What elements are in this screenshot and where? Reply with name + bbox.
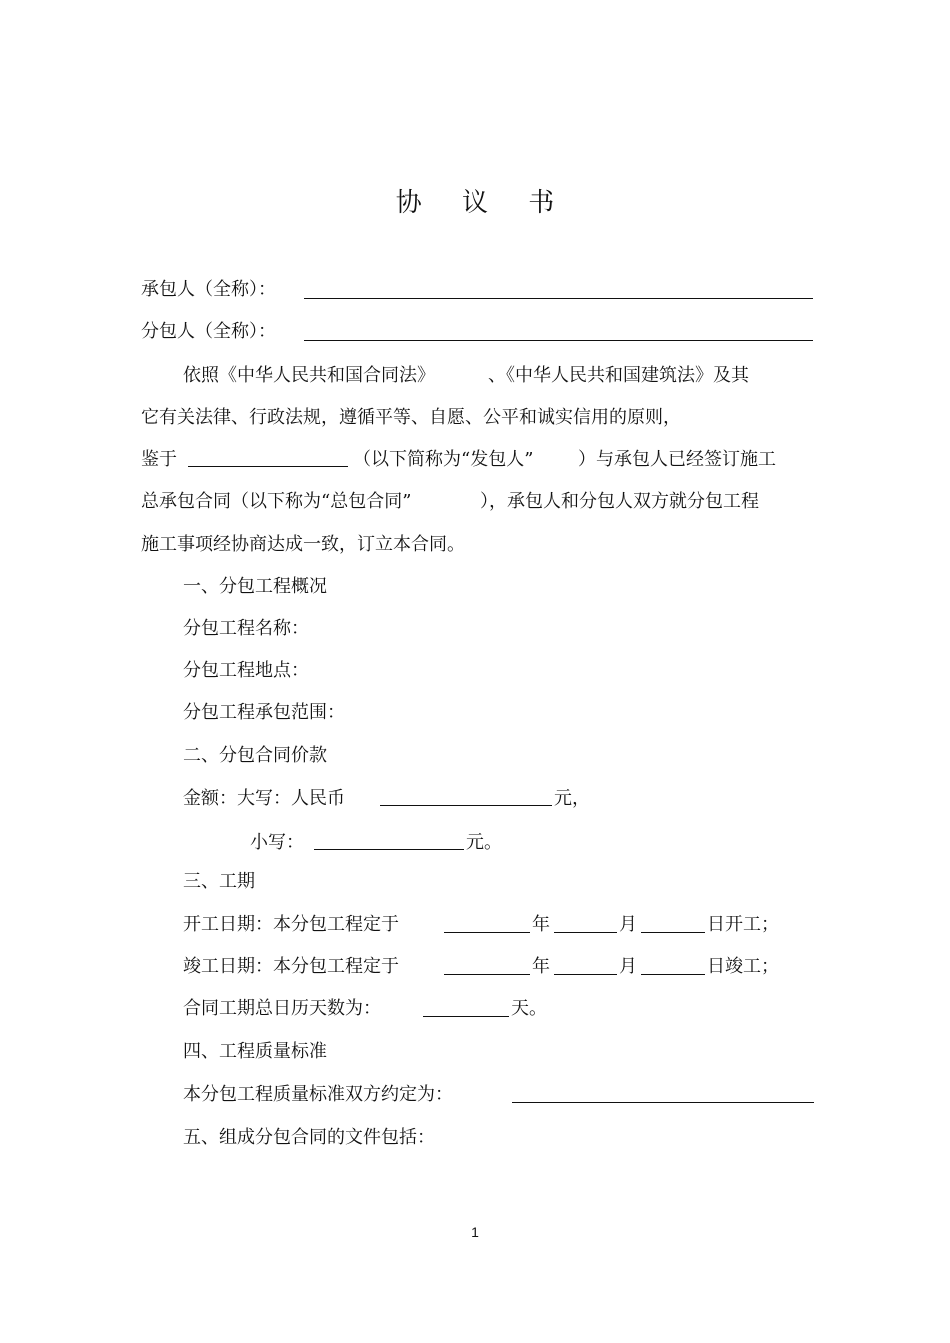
subcontractor-blank[interactable] (304, 340, 813, 341)
end-day-blank[interactable] (641, 974, 705, 975)
start-day-blank[interactable] (641, 932, 705, 933)
amount-words-blank[interactable] (380, 805, 552, 806)
employer-blank[interactable] (188, 466, 348, 467)
section4-heading: 四、工程质量标准 (183, 1041, 327, 1062)
preamble-line-3a: 鉴于 (141, 449, 177, 470)
subcontractor-label: 分包人（全称）： (141, 321, 276, 342)
preamble-line-4a: 总承包合同（以下称为“总包合同” (141, 491, 412, 512)
end-year-unit: 年 (532, 956, 550, 977)
amount-figures-label: 小写： (250, 832, 304, 853)
amount-figures-unit: 元。 (466, 832, 502, 853)
start-month-unit: 月 (619, 914, 637, 935)
quality-standard-blank[interactable] (512, 1102, 814, 1103)
document-title: 协 议 书 (395, 188, 571, 218)
start-date-label: 开工日期：本分包工程定于 (183, 914, 399, 935)
preamble-line-4b: ），承包人和分包人双方就分包工程 (480, 491, 759, 512)
section1-heading: 一、分包工程概况 (183, 576, 327, 597)
contractor-label: 承包人（全称）： (141, 279, 276, 300)
preamble-line-1b: 、《中华人民共和国建筑法》及其 (488, 365, 749, 386)
project-scope-label: 分包工程承包范围： (183, 702, 345, 723)
preamble-line-5: 施工事项经协商达成一致，订立本合同。 (141, 534, 465, 555)
end-day-suffix: 日竣工； (707, 956, 779, 977)
start-month-blank[interactable] (554, 932, 617, 933)
project-name-label: 分包工程名称： (183, 618, 309, 639)
amount-figures-blank[interactable] (314, 849, 464, 850)
total-days-unit: 天。 (511, 998, 547, 1019)
end-date-label: 竣工日期：本分包工程定于 (183, 956, 399, 977)
project-location-label: 分包工程地点： (183, 660, 309, 681)
end-month-unit: 月 (619, 956, 637, 977)
amount-unit-yuan: 元， (554, 788, 590, 809)
preamble-line-2: 它有关法律、行政法规，遵循平等、自愿、公平和诚实信用的原则， (141, 407, 681, 428)
preamble-line-1a: 依照《中华人民共和国合同法》 (183, 365, 435, 386)
page-number: 1 (471, 1224, 479, 1240)
quality-standard-label: 本分包工程质量标准双方约定为： (183, 1084, 453, 1105)
section2-heading: 二、分包合同价款 (183, 745, 327, 766)
start-day-suffix: 日开工； (707, 914, 779, 935)
preamble-line-3b: （以下简称为“发包人” (353, 449, 534, 470)
contractor-blank[interactable] (304, 298, 813, 299)
section5-heading: 五、组成分包合同的文件包括： (183, 1127, 435, 1148)
end-month-blank[interactable] (554, 974, 617, 975)
end-year-blank[interactable] (444, 974, 530, 975)
preamble-line-3c: ）与承包人已经签订施工 (578, 449, 776, 470)
section3-heading: 三、工期 (183, 871, 255, 892)
start-year-blank[interactable] (444, 932, 530, 933)
total-days-blank[interactable] (423, 1016, 509, 1017)
start-year-unit: 年 (532, 914, 550, 935)
amount-label: 金额：大写：人民币 (183, 788, 345, 809)
total-days-label: 合同工期总日历天数为： (183, 998, 381, 1019)
